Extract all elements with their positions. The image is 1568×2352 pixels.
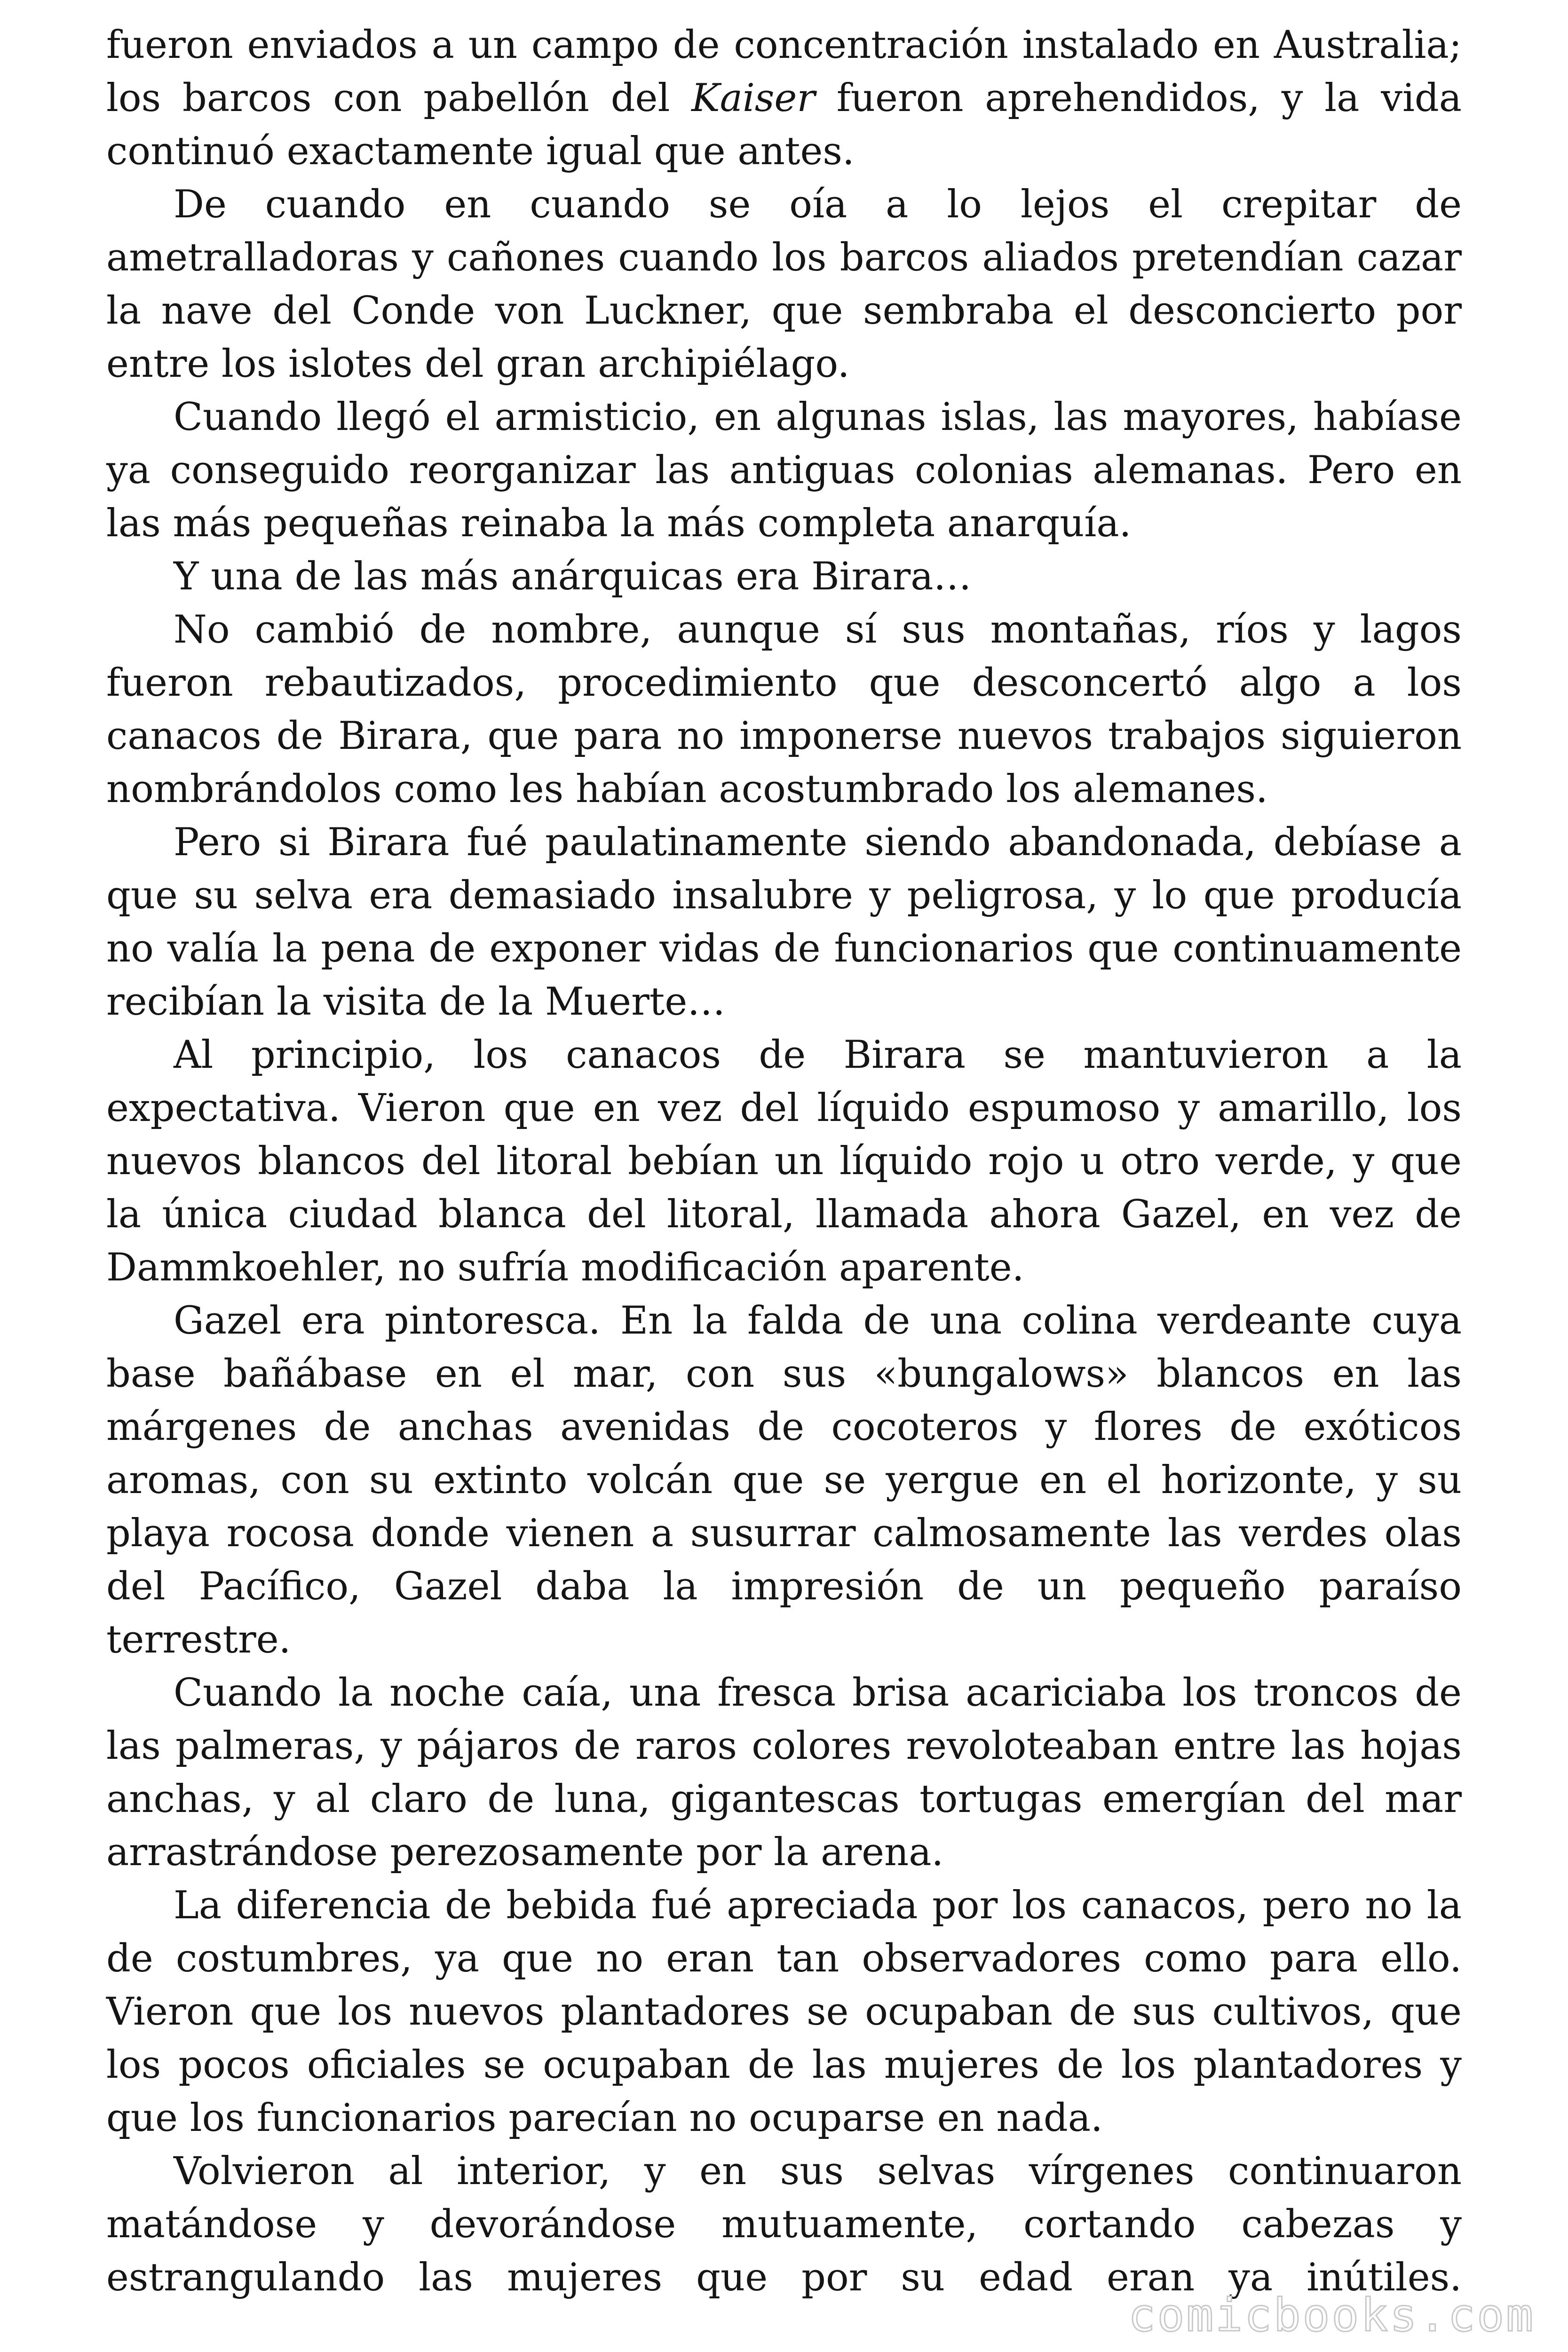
paragraph-4: No cambió de nombre, aunque sí sus montañas, ríos y lagos fueron rebautizados, procedimiento que desconcertó algo a los canacos de Birara, que para no imponerse nuevos trabajos siguieron nombrándolos como les habían acostumbrado los alemanes. <box>106 608 1462 811</box>
paragraph-10: Volvieron al interior, y en sus selvas vírgenes continuaron matándose y devorándose mutuamente, cortando cabezas y estrangulando las mujeres que por su edad eran ya inútiles. <box>106 2149 1462 2300</box>
paragraph-1: De cuando en cuando se oía a lo lejos el crepitar de ametralladoras y cañones cuando los barcos aliados pretendían cazar la nave del Conde von Luckner, que sembraba el desconcierto por entre los islotes del gran archipiélago. <box>106 183 1462 386</box>
paragraph-0-text-a: fueron enviados a un campo de concentración instalado en Australia; los barcos con pabellón del <box>106 23 1462 120</box>
paragraph-5: Pero si Birara fué paulatinamente siendo abandonada, debíase a que su selva era demasiado insalubre y peligrosa, y lo que producía no valía la pena de exponer vidas de funcionarios que continuamente recibían la visita de la Muerte… <box>106 820 1462 1024</box>
paragraph-6: Al principio, los canacos de Birara se mantuvieron a la expectativa. Vieron que en vez del líquido espumoso y amarillo, los nuevos blancos del litoral bebían un líquido rojo u otro verde, y que la única ciudad blanca del litoral, llamada ahora Gazel, en vez de Dammkoehler, no sufría modificación aparente. <box>106 1033 1462 1290</box>
paragraph-3: Y una de las más anárquicas era Birara… <box>174 555 972 599</box>
paragraph-0 <box>106 19 1462 178</box>
paragraph-2: Cuando llegó el armisticio, en algunas islas, las mayores, habíase ya conseguido reorganizar las antiguas colonias alemanas. Pero en las más pequeñas reinaba la más completa anarquía. <box>106 395 1462 546</box>
paragraph-9: La diferencia de bebida fué apreciada por los canacos, pero no la de costumbres, ya que no eran tan observadores como para ello. Vieron que los nuevos plantadores se ocupaban de sus cultivos, que los pocos oficiales se ocupaban de las mujeres de los plantadores y que los funcionarios parecían no ocuparse en nada. <box>106 1883 1462 2140</box>
kaiser-italic-text: Kaiser <box>691 76 816 120</box>
book-page-text <box>106 19 1462 2304</box>
paragraph-8: Cuando la noche caía, una fresca brisa acariciaba los troncos de las palmeras, y pájaros de raros colores revoloteaban entre las hojas anchas, y al claro de luna, gigantescas tortugas emergían del mar arrastrándose perezosamente por la arena. <box>106 1671 1462 1875</box>
paragraph-7: Gazel era pintoresca. En la falda de una colina verdeante cuya base bañábase en el mar, con sus «bungalows» blancos en las márgenes de anchas avenidas de cocoteros y flores de exóticos aromas, con su extinto volcán que se yergue en el horizonte, y su playa rocosa donde vienen a susurrar calmosamente las verdes olas del Pacífico, Gazel daba la impresión de un pequeño paraíso terrestre. <box>106 1299 1462 1662</box>
paragraph-0-text-b: fueron aprehendidos, y la vida continuó exactamente igual que antes. <box>106 76 1462 174</box>
watermark: comicbooks.com <box>1128 2289 1535 2342</box>
